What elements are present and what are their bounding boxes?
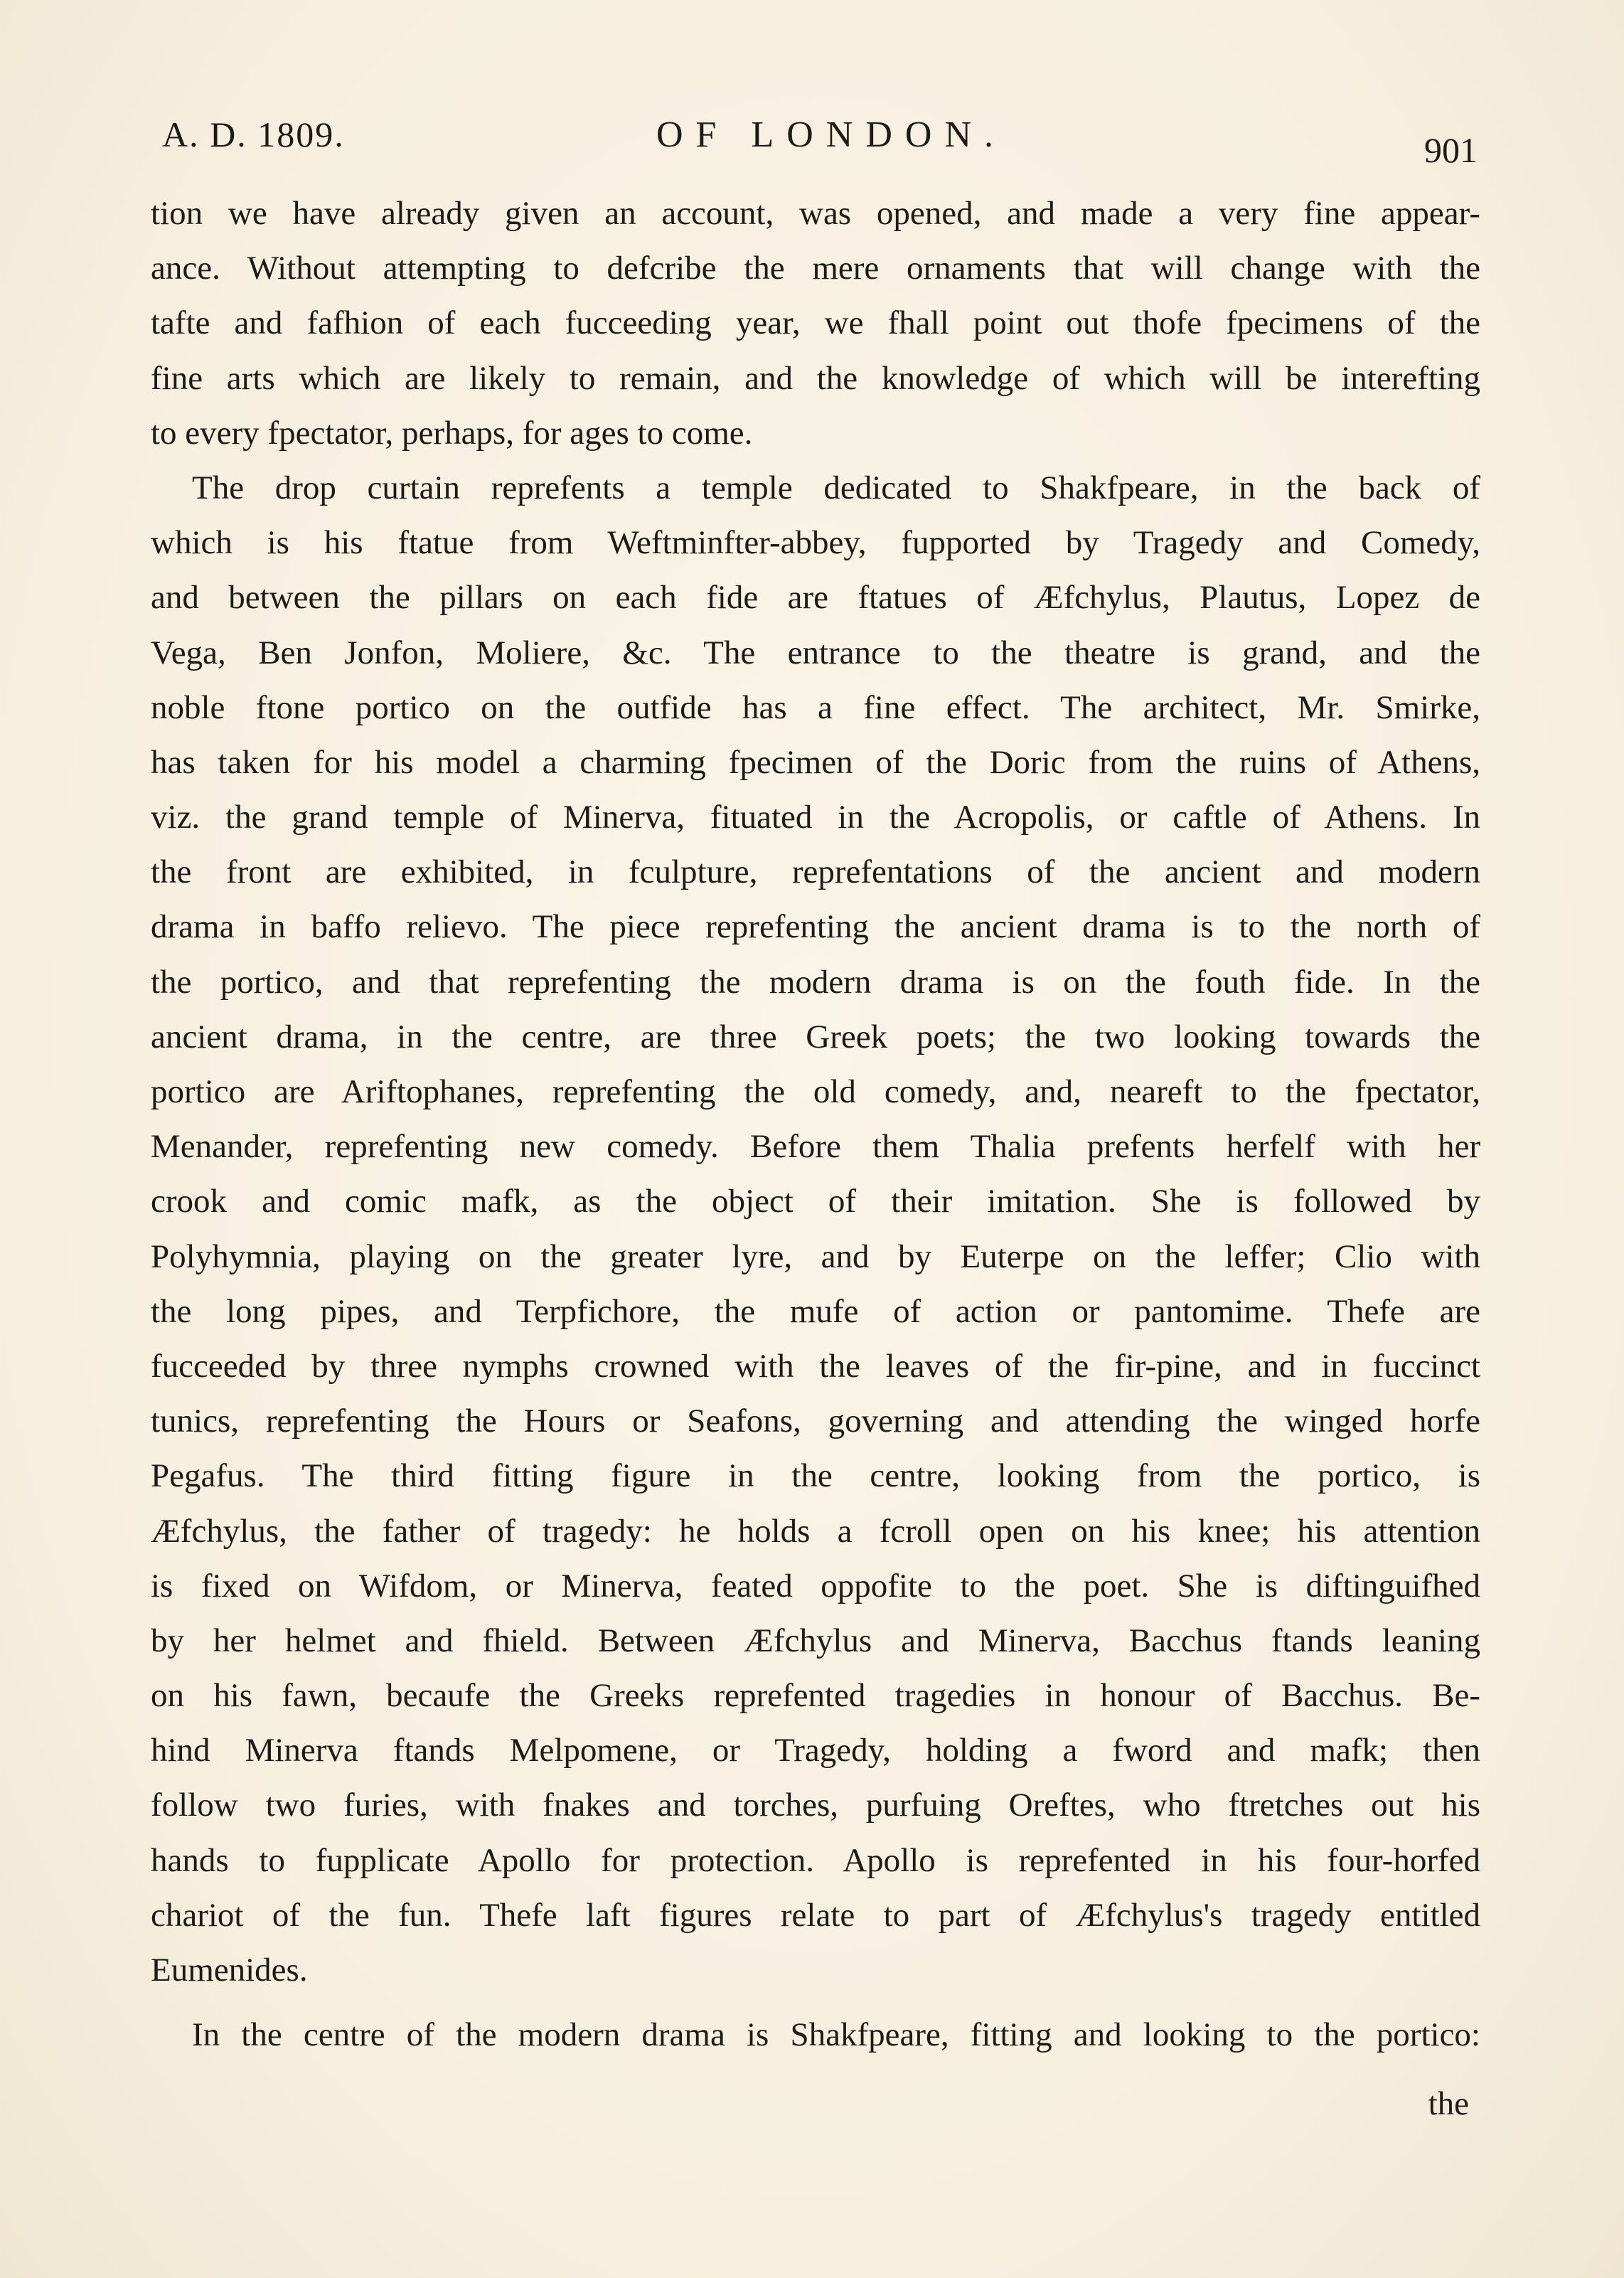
running-header [162, 114, 1478, 171]
text-line: tion we have already given an account, was opened, and made a very fine appear- [151, 195, 1480, 232]
text-line: crook and comic mafk, as the object of their imitation. She is followed by [151, 1183, 1480, 1220]
header-year: A. D. 1809. [162, 115, 345, 154]
text-line: Eumenides. [151, 1952, 308, 1989]
text-line: The drop curtain reprefents a temple dedicated to Shakfpeare, in the back of [192, 469, 1480, 506]
text-line: Æfchylus, the father of tragedy: he holds a fcroll open on his knee; his attention [151, 1512, 1480, 1550]
paragraph [151, 186, 1480, 461]
text-line: ancient drama, in the centre, are three Greek poets; the two looking towards the [151, 1018, 1480, 1055]
paragraph-gap [151, 1998, 1480, 2008]
text-line: portico are Ariftophanes, reprefenting the old comedy, and, neareft to the fpectator, [151, 1073, 1480, 1110]
text-line: hands to fupplicate Apollo for protection. Apollo is reprefented in his four-horfed [151, 1841, 1480, 1879]
text-line: the front are exhibited, in fculpture, reprefentations of the ancient and modern [151, 853, 1480, 891]
text-line: noble ftone portico on the outfide has a fine effect. The architect, Mr. Smirke, [151, 688, 1480, 726]
text-line: ance. Without attempting to defcribe the mere ornaments that will change with the [151, 250, 1480, 287]
text-line: Vega, Ben Jonfon, Moliere, &c. The entrance to the theatre is grand, and the [151, 634, 1480, 671]
catchword: the [1428, 2085, 1469, 2122]
text-line: the long pipes, and Terpfichore, the mufe of action or pantomime. Thefe are [151, 1292, 1480, 1330]
text-line: Menander, reprefenting new comedy. Before them Thalia prefents herfelf with her [151, 1128, 1480, 1166]
text-line: Polyhymnia, playing on the greater lyre, and by Euterpe on the leffer; Clio with [151, 1238, 1480, 1275]
header-title: OF LONDON. [656, 115, 1006, 155]
text-line: viz. the grand temple of Minerva, fituated in the Acropolis, or caftle of Athens. In [151, 799, 1480, 836]
text-line: by her helmet and fhield. Between Æfchylus and Minerva, Bacchus ftands leaning [151, 1622, 1480, 1659]
body-text [151, 186, 1480, 2063]
text-line: has taken for his model a charming fpecimen of the Doric from the ruins of Athens, [151, 743, 1480, 781]
text-line: chariot of the fun. Thefe laft figures relate to part of Æfchylus's tragedy entitled [151, 1896, 1480, 1934]
text-line: the portico, and that reprefenting the modern drama is on the fouth fide. In the [151, 963, 1480, 1001]
text-line: tafte and fafhion of each fucceeding year, we fhall point out thofe fpecimens of the [151, 304, 1480, 342]
text-line: is fixed on Wifdom, or Minerva, feated oppofite to the poet. She is diftinguifhed [151, 1567, 1480, 1604]
page-number: 901 [1424, 130, 1478, 170]
text-line: fine arts which are likely to remain, and the knowledge of which will be interefting [151, 359, 1480, 397]
text-line: fucceeded by three nymphs crowned with the leaves of the fir-pine, and in fuccinct [151, 1347, 1480, 1385]
text-line: which is his ftatue from Weftminfter-abbey, fupported by Tragedy and Comedy, [151, 524, 1480, 562]
paragraph [151, 461, 1480, 1998]
text-line: tunics, reprefenting the Hours or Seafons, governing and attending the winged horfe [151, 1403, 1480, 1440]
text-line: hind Minerva ftands Melpomene, or Tragedy, holding a fword and mafk; then [151, 1732, 1480, 1769]
text-line: follow two furies, with fnakes and torches, purfuing Oreftes, who ftretches out his [151, 1787, 1480, 1824]
text-line: In the centre of the modern drama is Shakfpeare, fitting and looking to the portico: [192, 2016, 1480, 2054]
text-line: Pegafus. The third fitting figure in the centre, looking from the portico, is [151, 1457, 1480, 1495]
text-line: and between the pillars on each fide are ftatues of Æfchylus, Plautus, Lopez de [151, 579, 1480, 617]
text-line: on his fawn, becaufe the Greeks reprefented tragedies in honour of Bacchus. Be- [151, 1677, 1480, 1715]
text-line: to every fpectator, perhaps, for ages to come. [151, 414, 753, 452]
paragraph [151, 2008, 1480, 2063]
text-line: drama in baffo relievo. The piece reprefenting the ancient drama is to the north of [151, 908, 1480, 946]
